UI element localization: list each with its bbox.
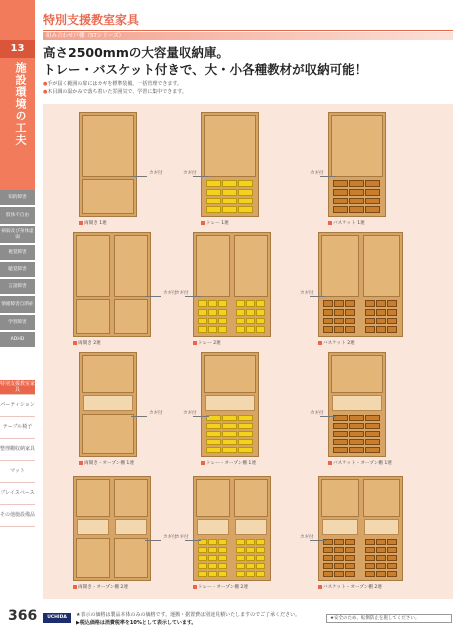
basket-bin [334, 571, 344, 577]
tray-bin [256, 539, 265, 545]
tray-bin [206, 198, 221, 205]
tray-bin [236, 563, 245, 569]
tray-bin [222, 180, 237, 187]
basket-bin [323, 555, 333, 561]
basket-bin [334, 539, 344, 545]
tray-bin [256, 318, 265, 325]
basket-bin [349, 431, 364, 437]
chapter-number: 13 [0, 40, 35, 58]
callout-line [131, 176, 147, 177]
basket-bin [345, 563, 355, 569]
cabinet-door [76, 538, 110, 578]
product-label: トレー 1連 [201, 220, 229, 226]
tray-bin [198, 571, 207, 577]
label-marker-icon [201, 461, 205, 465]
basket-bin [365, 563, 375, 569]
tray-bin [206, 423, 221, 429]
side-item-other[interactable]: その他施設備品 [0, 505, 35, 527]
basket-bin [387, 309, 397, 316]
basket-bin [376, 563, 386, 569]
product-label: バスケット 1連 [328, 220, 365, 226]
tray-bin [218, 318, 227, 325]
tray-bin [238, 415, 253, 421]
tray-bin [208, 563, 217, 569]
tray-bin [222, 206, 237, 213]
tray-bin [206, 206, 221, 213]
lock-callout: カギ付 [175, 535, 189, 540]
tray-bin [222, 189, 237, 196]
basket-bin [365, 571, 375, 577]
tray-bin [246, 326, 255, 333]
cabinet-door [196, 235, 230, 297]
side-item-learning[interactable]: 学習障害 [0, 315, 35, 330]
tray-bin [218, 555, 227, 561]
cabinet-door [234, 479, 268, 517]
basket-bin [349, 447, 364, 453]
label-marker-icon [328, 461, 332, 465]
basket-bin [334, 300, 344, 307]
star-icon: ★ [76, 612, 81, 618]
basket-bin [345, 309, 355, 316]
tray-bin [238, 439, 253, 445]
callout-line [320, 416, 336, 417]
tray-bin [206, 189, 221, 196]
basket-bin [349, 423, 364, 429]
bullet-icon: ● [43, 81, 48, 87]
tray-bin [256, 555, 265, 561]
basket-bin [376, 318, 386, 325]
tray-bin [236, 309, 245, 316]
chapter-title: 施設環境の工夫 [14, 62, 27, 146]
basket-bin [365, 447, 380, 453]
basket-bin [365, 431, 380, 437]
star-icon: ★ [330, 616, 335, 621]
tray-bin [222, 431, 237, 437]
basket-bin [376, 555, 386, 561]
open-shelf [115, 519, 147, 535]
side-item-emotional[interactable]: 情緒障害自閉症 [0, 296, 35, 313]
brand-logo: UCHIDA [43, 613, 71, 623]
lock-callout: カギ付 [310, 171, 324, 176]
tray-bin [198, 563, 207, 569]
side-item-mat[interactable]: マット [0, 461, 35, 483]
cabinet-door [114, 479, 148, 517]
tray-bin [206, 180, 221, 187]
open-shelf [205, 395, 255, 411]
lock-callout: カギ付 [183, 171, 197, 176]
callout-line [185, 540, 201, 541]
lock-callout: カギ付 [163, 535, 177, 540]
callout-line [185, 296, 201, 297]
basket-bin [345, 539, 355, 545]
cabinet-illustration [79, 112, 137, 217]
cabinet-illustration [328, 112, 386, 217]
basket-bin [349, 198, 364, 205]
tray-bin [222, 439, 237, 445]
lock-callout: カギ付 [183, 411, 197, 416]
basket-bin [333, 189, 348, 196]
basket-bin [387, 571, 397, 577]
cabinet-door [114, 235, 148, 297]
cabinet-door [204, 115, 256, 177]
basket-bin [387, 539, 397, 545]
product-label: トレー 2連 [193, 340, 221, 346]
tray-bin [208, 300, 217, 307]
product-label: バスケット 2連 [318, 340, 355, 346]
basket-bin [345, 326, 355, 333]
label-marker-icon [193, 341, 197, 345]
tray-bin [236, 555, 245, 561]
basket-bin [334, 318, 344, 325]
side-menu-secondary [0, 380, 35, 527]
label-marker-icon [79, 461, 83, 465]
basket-bin [387, 318, 397, 325]
cabinet-door [234, 235, 268, 297]
cabinet-door [82, 179, 134, 214]
basket-bin [365, 555, 375, 561]
side-item-physical[interactable]: 肢体不自由 [0, 207, 35, 224]
callout-line [320, 176, 336, 177]
callout-line [145, 296, 161, 297]
side-item-health[interactable]: 病弱及び身体虚弱 [0, 226, 35, 243]
tray-bin [236, 300, 245, 307]
tray-bin [208, 326, 217, 333]
tray-bin [206, 431, 221, 437]
basket-bin [365, 189, 380, 196]
tray-bin [236, 539, 245, 545]
tray-bin [256, 563, 265, 569]
side-item-adhd[interactable]: ADHD [0, 332, 35, 347]
basket-bin [349, 415, 364, 421]
tray-bin [198, 547, 207, 553]
basket-bin [323, 318, 333, 325]
basket-bin [345, 318, 355, 325]
basket-bin [365, 318, 375, 325]
basket-bin [323, 571, 333, 577]
cabinet-door [363, 479, 401, 517]
headline-line-1: 高さ2500mmの大容量収納庫。 [43, 45, 229, 60]
cabinet-door [321, 479, 359, 517]
basket-bin [334, 326, 344, 333]
cabinet-illustration [318, 232, 403, 337]
basket-bin [345, 571, 355, 577]
label-marker-icon [318, 341, 322, 345]
label-marker-icon [79, 221, 83, 225]
side-item-visual[interactable]: 視覚障害 [0, 245, 35, 260]
footer-note-2: ▶税込価格は消費税率を10%として表示しています。 [76, 619, 197, 626]
side-item-playspace[interactable]: プレイスペース [0, 483, 35, 505]
tray-bin [256, 326, 265, 333]
basket-bin [376, 326, 386, 333]
tray-bin [238, 189, 253, 196]
cabinet-illustration [201, 352, 259, 457]
tray-bin [218, 547, 227, 553]
tray-bin [218, 539, 227, 545]
tray-bin [208, 555, 217, 561]
basket-bin [349, 189, 364, 196]
basket-bin [333, 431, 348, 437]
tray-bin [238, 423, 253, 429]
basket-bin [365, 198, 380, 205]
footer-notes [76, 612, 300, 627]
label-marker-icon [328, 221, 332, 225]
callout-line [145, 540, 161, 541]
side-item-hearing[interactable]: 聴覚障害 [0, 262, 35, 277]
open-shelf [83, 395, 133, 411]
footer-note-1: ★表示の価格は製品本体のみの価格です。運搬・据置費は別途見積いたしますのでご了承ください。 [76, 612, 301, 618]
tray-bin [208, 547, 217, 553]
cabinet-illustration [79, 352, 137, 457]
tray-bin [246, 571, 255, 577]
basket-bin [333, 439, 348, 445]
tray-bin [218, 571, 227, 577]
open-shelf [235, 519, 267, 535]
callout-line [310, 540, 326, 541]
tray-bin [222, 415, 237, 421]
tray-bin [198, 318, 207, 325]
cabinet-illustration [201, 112, 259, 217]
cabinet-illustration [193, 232, 271, 337]
basket-bin [387, 326, 397, 333]
tray-bin [256, 547, 265, 553]
lock-callout: カギ付 [175, 291, 189, 296]
basket-bin [365, 326, 375, 333]
basket-bin [376, 547, 386, 553]
bullet-icon: ● [43, 88, 48, 95]
basket-bin [349, 439, 364, 445]
basket-bin [333, 423, 348, 429]
basket-bin [323, 300, 333, 307]
lock-callout: カギ付 [149, 411, 163, 416]
basket-bin [334, 547, 344, 553]
basket-bin [376, 309, 386, 316]
cabinet-door [76, 479, 110, 517]
product-label: バスケット・オープン棚 2連 [318, 584, 382, 590]
basket-bin [387, 563, 397, 569]
cabinet-illustration [73, 476, 151, 581]
header-rule [43, 30, 453, 31]
tray-bin [236, 547, 245, 553]
tray-bin [238, 180, 253, 187]
basket-bin [365, 309, 375, 316]
basket-bin [333, 447, 348, 453]
basket-bin [323, 309, 333, 316]
page-number: 366 [8, 608, 38, 624]
product-label: バスケット・オープン棚 1連 [328, 460, 392, 466]
cabinet-door [82, 115, 134, 177]
product-label: 両開き 1連 [79, 220, 107, 226]
basket-bin [365, 547, 375, 553]
callout-line [131, 416, 147, 417]
feature-notes [43, 81, 187, 96]
side-item-storage[interactable]: 整理棚収納家具 [0, 439, 35, 461]
basket-bin [333, 206, 348, 213]
chapter-tab-column [0, 0, 38, 644]
basket-bin [345, 300, 355, 307]
tray-bin [246, 555, 255, 561]
cabinet-illustration [73, 232, 151, 337]
tray-bin [208, 539, 217, 545]
cabinet-door [331, 355, 383, 393]
callout-line [310, 296, 326, 297]
tray-bin [198, 300, 207, 307]
basket-bin [334, 309, 344, 316]
basket-bin [376, 300, 386, 307]
tray-bin [238, 447, 253, 453]
open-shelf [332, 395, 382, 411]
tray-bin [236, 326, 245, 333]
tray-bin [236, 318, 245, 325]
basket-bin [365, 439, 380, 445]
tray-bin [246, 309, 255, 316]
cabinet-door [321, 235, 359, 297]
cabinet-door [114, 538, 148, 578]
label-marker-icon [193, 585, 197, 589]
tray-bin [256, 309, 265, 316]
tray-bin [238, 198, 253, 205]
label-marker-icon [73, 341, 77, 345]
triangle-icon: ▶ [76, 619, 80, 626]
cabinet-illustration [193, 476, 271, 581]
cabinet-illustration [318, 476, 403, 581]
basket-bin [323, 563, 333, 569]
basket-bin [334, 555, 344, 561]
basket-bin [365, 415, 380, 421]
tray-bin [222, 423, 237, 429]
safety-note: ★安全のため、転倒防止を施してください。 [326, 614, 452, 623]
open-shelf [197, 519, 229, 535]
basket-bin [323, 326, 333, 333]
cabinet-door [331, 115, 383, 177]
tray-bin [198, 326, 207, 333]
tray-bin [218, 309, 227, 316]
tray-bin [246, 563, 255, 569]
tray-bin [208, 571, 217, 577]
cabinet-door [76, 299, 110, 334]
lock-callout: カギ付 [310, 411, 324, 416]
tray-bin [246, 539, 255, 545]
label-marker-icon [318, 585, 322, 589]
cabinet-door [196, 479, 230, 517]
note-1: ●手が届く範囲の扉にはカギを標準装備。一括管理できます。 [43, 81, 182, 87]
cabinet-door [363, 235, 401, 297]
basket-bin [365, 423, 380, 429]
cabinet-door [114, 299, 148, 334]
series-label: 組み合わせ戸棚（STシリーズ） [46, 33, 125, 39]
basket-bin [387, 300, 397, 307]
basket-bin [345, 547, 355, 553]
tray-bin [256, 300, 265, 307]
basket-bin [349, 206, 364, 213]
product-label: トレー・オープン棚 2連 [193, 584, 248, 590]
cabinet-door [204, 355, 256, 393]
basket-bin [345, 555, 355, 561]
basket-bin [387, 547, 397, 553]
lock-callout: カギ付 [300, 291, 314, 296]
open-shelf [77, 519, 109, 535]
tray-bin [198, 555, 207, 561]
basket-bin [387, 555, 397, 561]
tray-bin [206, 447, 221, 453]
basket-bin [334, 563, 344, 569]
side-item-partition[interactable]: パーティション [0, 395, 35, 417]
basket-bin [349, 180, 364, 187]
side-item-speech[interactable]: 言語障害 [0, 279, 35, 294]
basket-bin [376, 539, 386, 545]
tray-bin [238, 431, 253, 437]
basket-bin [376, 571, 386, 577]
side-menu [0, 190, 35, 349]
tray-bin [208, 309, 217, 316]
tray-bin [236, 571, 245, 577]
tray-bin [218, 300, 227, 307]
basket-bin [365, 300, 375, 307]
lock-callout: カギ付 [300, 535, 314, 540]
cabinet-door [82, 355, 134, 393]
tray-bin [222, 447, 237, 453]
tray-bin [238, 206, 253, 213]
tray-bin [222, 198, 237, 205]
product-label: 両開き・オープン棚 2連 [73, 584, 128, 590]
tray-bin [208, 318, 217, 325]
basket-bin [323, 547, 333, 553]
label-marker-icon [201, 221, 205, 225]
cabinet-door [76, 235, 110, 297]
headline [43, 44, 367, 78]
note-2: ●木目調の温かみで落ち着いた雰囲気で、学習に集中できます。 [43, 88, 187, 95]
tray-bin [246, 547, 255, 553]
open-shelf [322, 519, 358, 535]
product-label: トレー・オープン棚 1連 [201, 460, 256, 466]
lock-callout: カギ付 [149, 171, 163, 176]
product-label: 両開き・オープン棚 1連 [79, 460, 134, 466]
side-item-table-chair[interactable]: テーブル椅子 [0, 417, 35, 439]
tray-bin [218, 326, 227, 333]
headline-line-2: トレー・バスケット付きで、大・小各種教材が収納可能！ [43, 62, 368, 77]
side-item-special-furniture[interactable]: 特別支援教室家具 [0, 380, 36, 393]
callout-line [193, 176, 209, 177]
tray-bin [256, 571, 265, 577]
side-item-intellectual[interactable]: 知的障害 [0, 190, 35, 205]
tray-bin [246, 318, 255, 325]
cabinet-illustration [328, 352, 386, 457]
basket-bin [365, 206, 380, 213]
tray-bin [198, 309, 207, 316]
cabinet-door [82, 414, 134, 454]
basket-bin [333, 180, 348, 187]
tray-bin [206, 439, 221, 445]
product-label: 両開き 2連 [73, 340, 101, 346]
product-panel [43, 104, 453, 599]
basket-bin [365, 180, 380, 187]
lock-callout: カギ付 [163, 291, 177, 296]
tray-bin [218, 563, 227, 569]
basket-bin [333, 198, 348, 205]
basket-bin [365, 539, 375, 545]
callout-line [193, 416, 209, 417]
label-marker-icon [73, 585, 77, 589]
open-shelf [364, 519, 400, 535]
category-title: 特別支援教室家具 [43, 13, 140, 27]
tray-bin [246, 300, 255, 307]
